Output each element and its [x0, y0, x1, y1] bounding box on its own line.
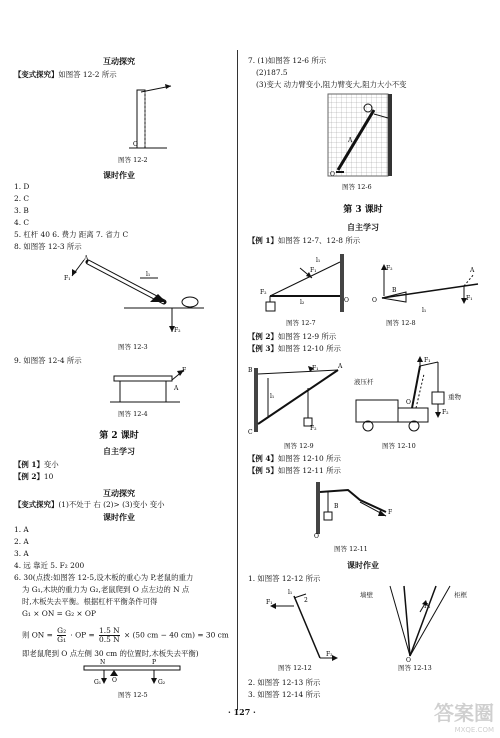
variant-label: 【变式探究】 [14, 70, 59, 79]
svg-text:F₂: F₂ [310, 425, 317, 432]
q7-line-2: (2)187.5 [256, 68, 288, 77]
r-example-1-label: 【例 1】 [248, 236, 278, 245]
r-example-4-label: 【例 4】 [248, 454, 278, 463]
r-example-2 [248, 332, 336, 341]
svg-text:A: A [174, 385, 179, 392]
figure-12-4 [110, 366, 190, 406]
answer2-2: 2. A [14, 537, 29, 546]
caption-12-12: 图答 12-12 [278, 664, 312, 672]
example-2-text: 10 [43, 472, 54, 481]
svg-text:A: A [348, 137, 353, 144]
svg-text:2: 2 [304, 597, 308, 604]
r-example-4-text: 如图答 12-10 所示 [277, 454, 341, 463]
svg-text:l₁: l₁ [316, 257, 321, 264]
weight-label: 重物 [448, 393, 461, 401]
r-example-5-text: 如图答 12-11 所示 [277, 466, 341, 475]
figure-12-11 [314, 478, 398, 538]
right-column [248, 0, 486, 738]
svg-text:O: O [330, 171, 335, 178]
lesson-2-title: 第 2 课时 [99, 431, 139, 441]
fraction-forces [99, 627, 120, 644]
figure-12-12 [266, 586, 346, 662]
variant-text: 如图答 12-2 所示 [58, 70, 117, 79]
example-1-label: 【例 1】 [14, 460, 44, 469]
wall-label: 墙壁 [360, 591, 373, 599]
fraction-g2-g1 [57, 627, 66, 644]
svg-text:F₁: F₁ [466, 295, 473, 302]
caption-12-9: 图答 12-9 [284, 442, 314, 450]
svg-text:G₂: G₂ [158, 679, 166, 686]
figure-12-5 [74, 660, 194, 686]
q6-line-4: G₁ × ON = G₂ × OP [22, 609, 96, 618]
caption-12-3: 图答 12-3 [118, 343, 148, 351]
svg-text:l₁: l₁ [146, 271, 151, 278]
caption-12-7: 图答 12-7 [286, 319, 316, 327]
svg-text:B: B [248, 367, 253, 374]
svg-text:B: B [392, 287, 397, 294]
answer-5-7: 5. 杠杆 40 6. 费力 距离 7. 省力 C [14, 230, 129, 239]
cabinet-label: 柜框 [454, 591, 467, 599]
svg-text:F₂: F₂ [442, 409, 449, 416]
self-study-title-2: 自主学习 [347, 222, 379, 232]
caption-12-10: 图答 12-10 [382, 442, 416, 450]
svg-text:O: O [344, 297, 349, 304]
r-example-1-text: 如图答 12-7、12-8 所示 [277, 236, 361, 245]
q6-line-1: 6. 30(点拨:如图答 12-5,设木板的重心为 P,老鼠的重力 [14, 573, 194, 582]
svg-text:F₂: F₂ [326, 651, 333, 658]
answer-2: 2. C [14, 194, 30, 203]
r-example-4 [248, 454, 341, 463]
q6-line-2: 为 G₁,木块的重力为 G₂,老鼠爬到 O 点左边的 N 点 [22, 585, 190, 594]
svg-text:F₁: F₁ [312, 365, 319, 372]
lesson-3-title: 第 3 课时 [343, 205, 383, 215]
hw-3: 3. 如图答 12-14 所示 [248, 690, 321, 699]
r-example-3-label: 【例 3】 [248, 344, 278, 353]
section-title-homework-3: 课时作业 [347, 560, 379, 570]
svg-text:l₁: l₁ [288, 589, 293, 596]
variant-2-text: (1)不处于 右 (2)> (3)变小 变小 [58, 500, 165, 509]
figure-12-6 [326, 92, 406, 180]
example-1 [14, 460, 59, 469]
answer2-3: 3. A [14, 549, 29, 558]
svg-text:O: O [112, 677, 117, 684]
caption-12-6: 图答 12-6 [342, 183, 372, 191]
svg-text:P: P [152, 659, 157, 666]
svg-text:F₁: F₁ [310, 267, 317, 274]
svg-text:F: F [388, 509, 393, 516]
q7-line-3: (3)变大 动力臂变小,阻力臂变大,阻力大小不变 [256, 80, 407, 89]
r-example-1 [248, 236, 360, 245]
svg-text:N: N [100, 659, 106, 666]
answer-8: 8. 如图答 12-3 所示 [14, 242, 82, 251]
svg-text:B: B [334, 503, 339, 510]
example-1-text: 变小 [43, 460, 59, 469]
q6-equation [22, 627, 229, 644]
answer2-1: 1. A [14, 525, 29, 534]
answer2-4-5: 4. 远 靠近 5. F₂ 200 [14, 561, 85, 570]
q7-line-1: 7. (1)如图答 12-6 所示 [248, 56, 327, 65]
r-example-3-text: 如图答 12-10 所示 [277, 344, 341, 353]
svg-text:F₁: F₁ [64, 275, 71, 282]
svg-text:A: A [84, 255, 89, 262]
self-study-title: 自主学习 [103, 446, 135, 456]
eq-part-a: 则 ON = [22, 630, 53, 640]
answer-4: 4. C [14, 218, 30, 227]
svg-text:l₂: l₂ [300, 299, 305, 306]
section-title-interactive: 互动探究 [103, 56, 135, 66]
hw-2: 2. 如图答 12-13 所示 [248, 678, 321, 687]
watermark-subtext: MXQE.COM [454, 726, 494, 734]
section-title-interactive-2: 互动探究 [103, 488, 135, 498]
cylinder-label: 液压杆 [354, 378, 374, 386]
fraction-2-numerator: 1.5 N [99, 626, 120, 635]
svg-text:O: O [314, 533, 319, 540]
caption-12-8: 图答 12-8 [386, 319, 416, 327]
r-example-5 [248, 466, 341, 475]
svg-text:A: A [470, 267, 475, 274]
r-example-2-label: 【例 2】 [248, 332, 278, 341]
svg-text:F₂: F₂ [260, 289, 267, 296]
svg-text:O: O [372, 297, 377, 304]
variant-2-label: 【变式探究】 [14, 500, 59, 509]
svg-text:l₁: l₁ [270, 393, 275, 400]
q6-line-6: 即老鼠爬到 O 点左侧 30 cm 的位置时,木板失去平衡) [22, 649, 199, 658]
r-example-2-text: 如图答 12-9 所示 [277, 332, 337, 341]
fraction-1-numerator: G₂ [57, 626, 67, 635]
page-number: · 127 · [228, 707, 256, 717]
svg-text:F: F [182, 367, 187, 374]
caption-12-5: 图答 12-5 [118, 691, 148, 699]
section-title-homework: 课时作业 [103, 170, 135, 180]
figure-12-7 [256, 248, 356, 314]
r-example-3 [248, 344, 341, 353]
svg-text:F₁: F₁ [424, 357, 431, 364]
column-divider [237, 50, 238, 710]
caption-12-13: 图答 12-13 [398, 664, 432, 672]
example-2 [14, 472, 53, 481]
svg-text:F₁: F₁ [266, 599, 273, 606]
svg-text:A: A [338, 363, 343, 370]
svg-text:O: O [406, 399, 411, 406]
figure-12-3 [54, 254, 204, 336]
figure-12-8 [366, 256, 484, 316]
answer-9: 9. 如图答 12-4 所示 [14, 356, 82, 365]
answer-3: 3. B [14, 206, 29, 215]
eq-part-c: × (50 cm − 40 cm) = 30 cm [123, 630, 229, 640]
svg-text:O: O [133, 141, 138, 148]
hw-1: 1. 如图答 12-12 所示 [248, 574, 321, 583]
svg-text:G₁: G₁ [94, 679, 102, 686]
svg-text:C: C [248, 429, 253, 436]
caption-12-11: 图答 12-11 [334, 545, 368, 553]
svg-text:F₁: F₁ [424, 603, 431, 610]
svg-text:F₂: F₂ [174, 327, 181, 334]
variant-line [14, 70, 117, 79]
figure-12-9 [248, 358, 344, 438]
svg-text:l₁: l₁ [422, 307, 427, 314]
figure-12-2 [109, 80, 189, 152]
eq-part-b: · OP = [70, 630, 95, 640]
fraction-1-denominator: G₁ [57, 635, 67, 644]
r-example-5-label: 【例 5】 [248, 466, 278, 475]
caption-12-2: 图答 12-2 [118, 156, 148, 164]
example-2-label: 【例 2】 [14, 472, 44, 481]
svg-text:O: O [406, 657, 411, 664]
fraction-2-denominator: 0.5 N [99, 635, 120, 644]
variant-line-2 [14, 500, 164, 509]
watermark [434, 697, 494, 734]
svg-text:F₂: F₂ [386, 265, 393, 272]
caption-12-4: 图答 12-4 [118, 410, 148, 418]
answer-1: 1. D [14, 182, 30, 191]
section-title-homework-2: 课时作业 [103, 512, 135, 522]
q6-line-3: 时,木板失去平衡。根据杠杆平衡条件可得 [22, 597, 158, 606]
watermark-text: 答案圈 [434, 701, 494, 725]
left-column [14, 0, 229, 738]
